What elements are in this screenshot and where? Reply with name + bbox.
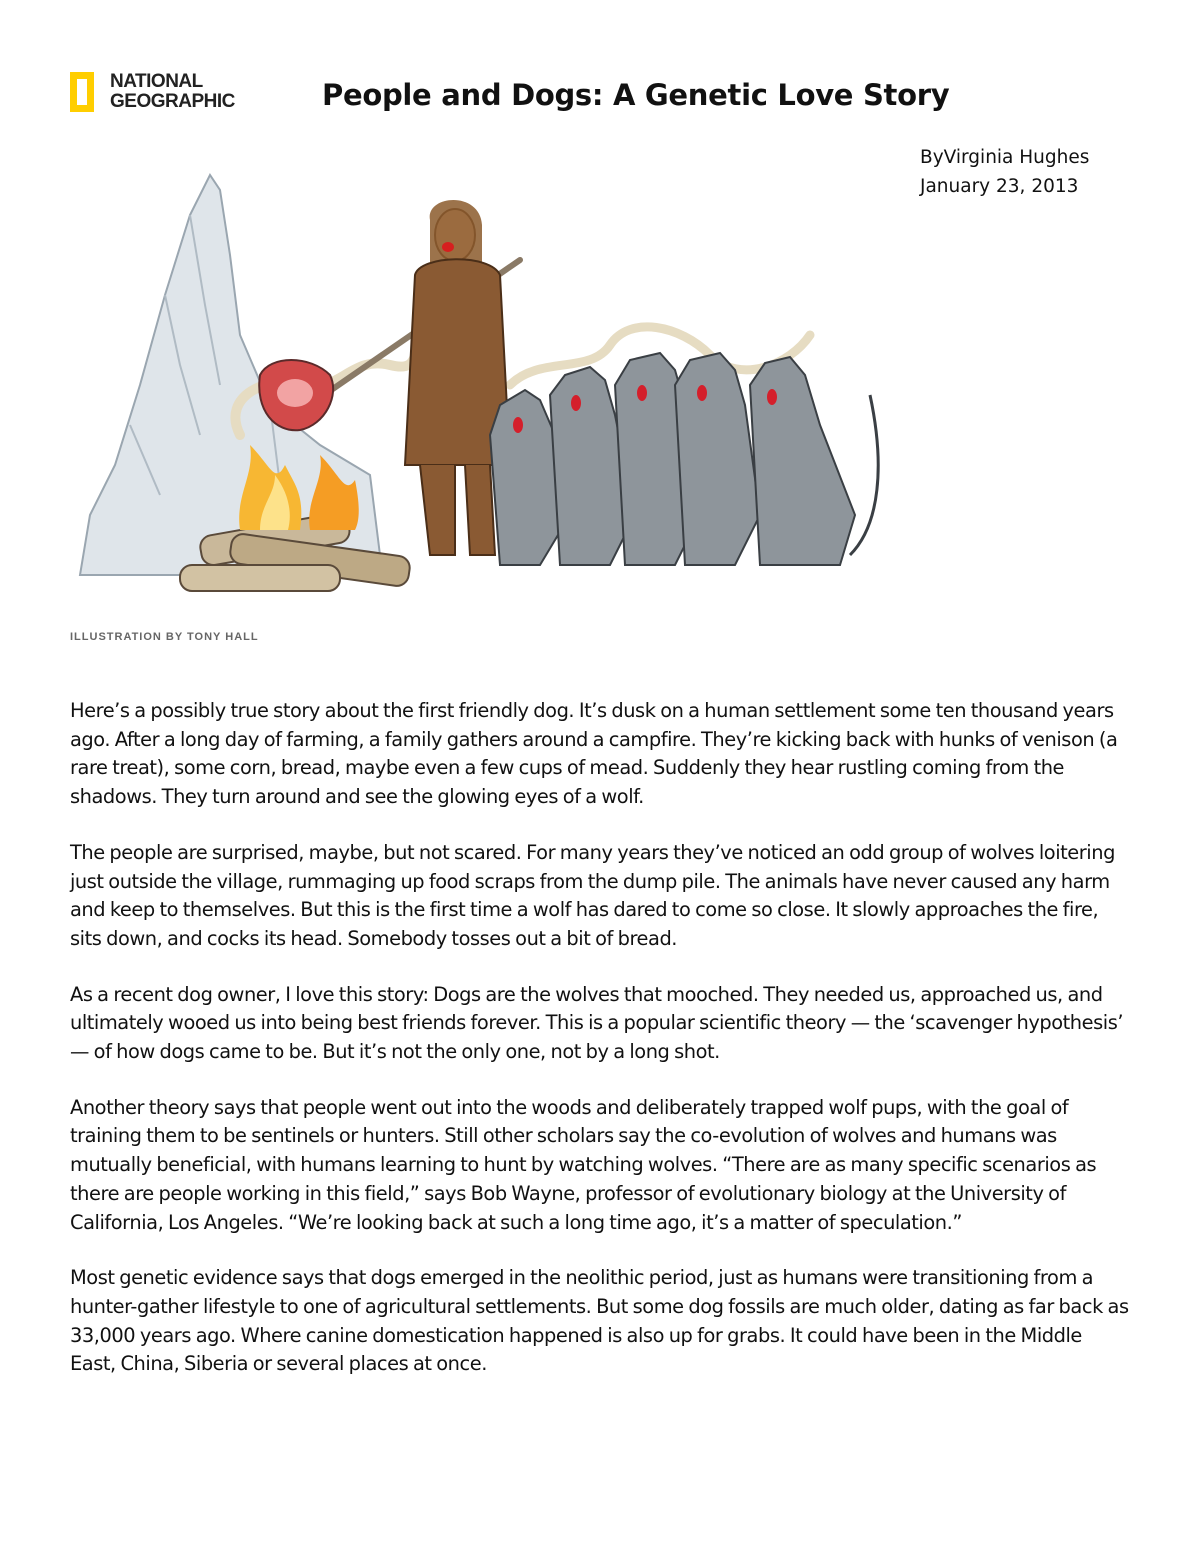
article-title: People and Dogs: A Genetic Love Story <box>322 78 950 112</box>
illustration-credit: ILLUSTRATION BY TONY HALL <box>70 631 259 643</box>
illustration-wolves-campfire <box>70 135 905 615</box>
wolf-pack <box>490 353 855 565</box>
paragraph: Here’s a possibly true story about the first friendly dog. It’s dusk on a human settlement some ten thousand years ago. After a long day of farming, a family gathers around a campfire. They’re kicking back with hunks of venison (a rare treat), some corn, bread, maybe even a few cups of mead. Suddenly they hear rustling coming from the shadows. They turn around and see the glowing eyes of a wolf. <box>70 699 1118 809</box>
publish-date: January 23, 2013 <box>920 176 1079 197</box>
national-geographic-logo <box>70 70 250 120</box>
author: ByVirginia Hughes <box>920 147 1090 168</box>
paragraph: Most genetic evidence says that dogs emerged in the neolithic period, just as humans were transitioning from a hunter-gather lifestyle to one of agricultural settlements. But some dog fossils are much older, dating as far back as 33,000 years ago. Where canine domestication happened is also up for grabs. It could have been in the Middle East, China, Siberia or several places at once. <box>70 1266 1129 1376</box>
logo-line-2: GEOGRAPHIC <box>110 91 235 112</box>
wolf <box>750 357 855 565</box>
paragraph: Another theory says that people went out into the woods and deliberately trapped wolf pups, with the goal of training them to be sentinels or hunters. Still other scholars say the co-evolution of wolves and humans was mutually beneficial, with humans learning to hunt by watching wolves. “There are as many specific scenarios as there are people working in this field,” says Bob Wayne, professor of evolutionary biology at the University of California, Los Angeles. “We’re looking back at such a long time ago, it’s a matter of speculation.” <box>70 1095 1097 1234</box>
wolf <box>675 353 760 565</box>
yellow-frame-icon <box>70 72 94 112</box>
byline <box>920 143 1089 201</box>
logo-line-1: NATIONAL <box>110 71 203 92</box>
article-body <box>70 697 1130 1406</box>
wolf-tail <box>850 395 878 555</box>
paragraph: The people are surprised, maybe, but not scared. For many years they’ve noticed an odd group of wolves loitering just outside the village, rummaging up food scraps from the dump pile. The animals have never caused any harm and keep to themselves. But this is the first time a wolf has dared to come so close. It slowly approaches the fire, sits down, and cocks its head. Somebody tosses out a bit of bread. <box>70 840 1115 950</box>
paragraph: As a recent dog owner, I love this story: Dogs are the wolves that mooched. They needed us, approached us, and ultimately wooed us into being best friends forever. This is a popular scientific theory — the ‘scavenger hypothesis’ — of how dogs came to be. But it’s not the only one, not by a long shot. <box>70 982 1124 1064</box>
